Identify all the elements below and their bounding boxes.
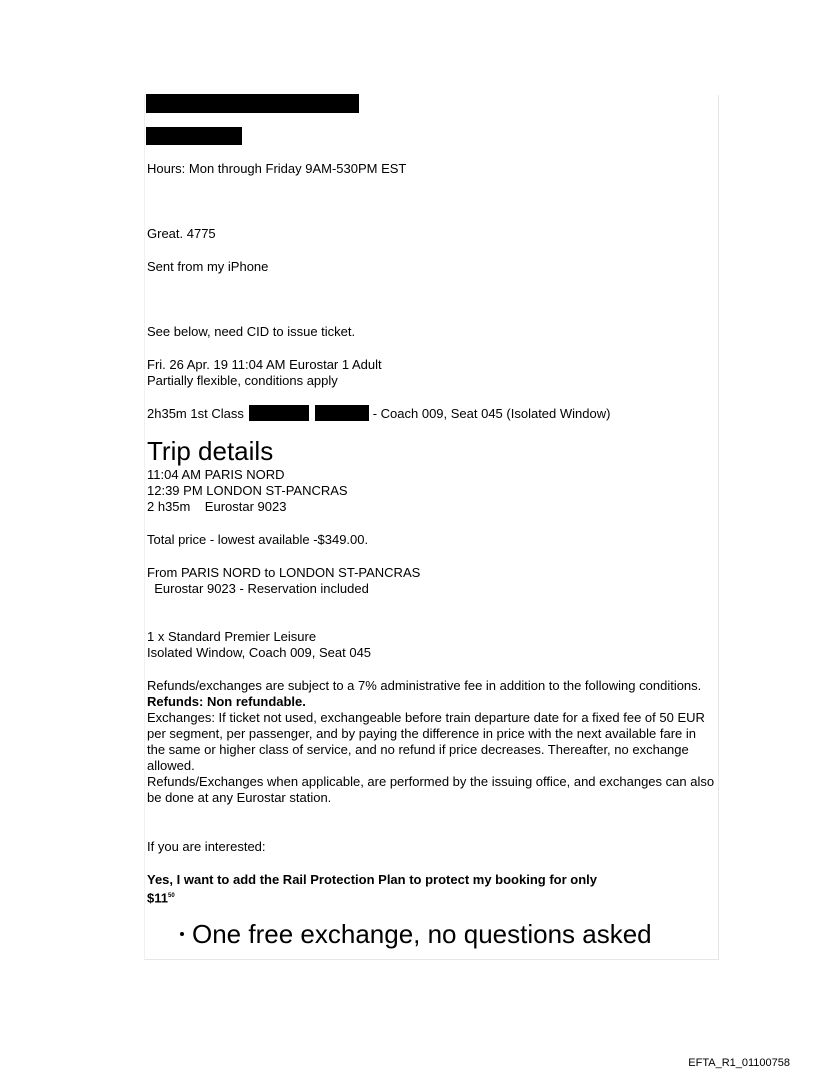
- email-body-frame: [144, 95, 719, 960]
- class-prefix: 2h35m 1st Class: [147, 406, 244, 421]
- exchanges-text: Exchanges: If ticket not used, exchangeable before train departure date for a fixed fee of 50 EUR per segment, per passenger, and by paying the difference in price with the next available fare in the same or higher class of service, and no refund if price decreases. Thereafter, no exchange allowed.: [147, 710, 705, 773]
- signature-text: Sent from my iPhone: [147, 259, 269, 274]
- departure-line: 11:04 AM PARIS NORD: [147, 467, 285, 482]
- total-price: Total price - lowest available -$349.00.: [147, 532, 369, 547]
- fare-info: [147, 629, 371, 661]
- booking-summary: [147, 357, 382, 389]
- trip-details-heading: Trip details: [147, 436, 274, 466]
- price-main: $11: [147, 890, 168, 906]
- conditions-intro: Refunds/exchanges are subject to a 7% administrative fee in addition to the following conditions.: [147, 678, 702, 693]
- benefit-list-item: [180, 918, 652, 950]
- train-line: Eurostar 9023 - Reservation included: [147, 581, 369, 596]
- arrival-line: 12:39 PM LONDON ST-PANCRAS: [147, 483, 348, 498]
- trip-times: [147, 467, 348, 515]
- conditions-block: [147, 678, 717, 806]
- route-line: From PARIS NORD to LONDON ST-PANCRAS: [147, 565, 421, 580]
- redaction-bar: [249, 405, 309, 421]
- booking-line: Fri. 26 Apr. 19 11:04 AM Eurostar 1 Adult: [147, 357, 382, 372]
- booking-line: Partially flexible, conditions apply: [147, 373, 338, 388]
- request-text: See below, need CID to issue ticket.: [147, 324, 356, 339]
- hours-text: Hours: Mon through Friday 9AM-530PM EST: [147, 161, 407, 176]
- offer-line: Yes, I want to add the Rail Protection Plan to protect my booking for only: [147, 872, 597, 887]
- benefit-text: One free exchange, no questions asked: [192, 919, 652, 949]
- offer-price: [147, 888, 597, 906]
- seat-line: Isolated Window, Coach 009, Seat 045: [147, 645, 372, 660]
- reply-text: Great. 4775: [147, 226, 216, 241]
- bullet-icon: [180, 932, 184, 936]
- price-cents: 50: [167, 893, 175, 899]
- protection-offer: [147, 872, 597, 906]
- route-info: [147, 565, 420, 597]
- redaction-bar: [146, 94, 359, 113]
- document-id: EFTA_R1_01100758: [688, 1057, 790, 1069]
- class-suffix: - Coach 009, Seat 045 (Isolated Window): [372, 406, 611, 421]
- refunds-line: Refunds: Non refundable.: [147, 694, 306, 709]
- redaction-bar: [315, 405, 369, 421]
- office-text: Refunds/Exchanges when applicable, are performed by the issuing office, and exchanges can also be done at any Eurostar station.: [147, 774, 715, 805]
- interest-text: If you are interested:: [147, 839, 266, 854]
- fare-line: 1 x Standard Premier Leisure: [147, 629, 317, 644]
- redaction-bar: [146, 127, 242, 145]
- class-line: [147, 405, 610, 422]
- duration-line: 2 h35m Eurostar 9023: [147, 499, 287, 514]
